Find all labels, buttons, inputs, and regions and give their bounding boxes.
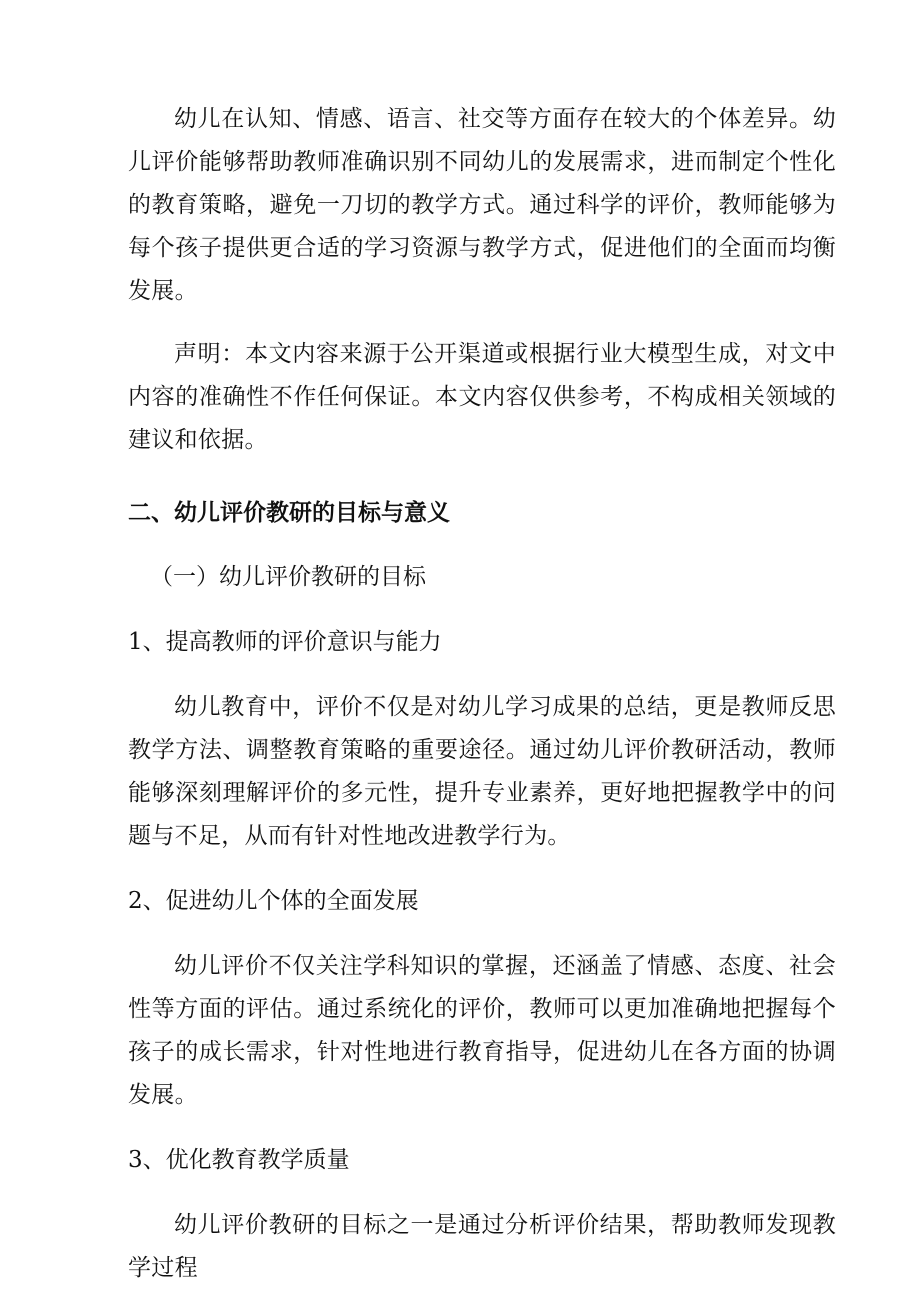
item-heading-2: 2、促进幼儿个体的全面发展 <box>128 888 419 914</box>
paragraph-teaching-quality: 幼儿评价教研的目标之一是通过分析评价结果，帮助教师发现教学过程 <box>128 1212 836 1281</box>
subsection-heading-goals: （一）幼儿评价教研的目标 <box>150 564 426 590</box>
paragraph-individual-differences: 幼儿在认知、情感、语言、社交等方面存在较大的个体差异。幼儿评价能够帮助教师准确识别不同幼儿的发展需求，进而制定个性化的教育策略，避免一刀切的教学方式。通过科学的评价，教师能够为每个孩子提供更合适的学习资源与教学方式，促进他们的全面而均衡发展。 <box>128 106 836 304</box>
item-heading-3: 3、优化教育教学质量 <box>128 1147 350 1173</box>
item-heading-1: 1、提高教师的评价意识与能力 <box>128 629 442 655</box>
paragraph-disclaimer: 声明：本文内容来源于公开渠道或根据行业大模型生成，对文中内容的准确性不作任何保证。本文内容仅供参考，不构成相关领域的建议和依据。 <box>128 341 836 453</box>
section-heading-goals-significance: 二、幼儿评价教研的目标与意义 <box>128 499 450 526</box>
paragraph-child-development: 幼儿评价不仅关注学科知识的掌握，还涵盖了情感、态度、社会性等方面的评估。通过系统化的评价，教师可以更加准确地把握每个孩子的成长需求，针对性地进行教育指导，促进幼儿在各方面的协调发展。 <box>128 953 836 1108</box>
paragraph-teacher-ability: 幼儿教育中，评价不仅是对幼儿学习成果的总结，更是教师反思教学方法、调整教育策略的重要途径。通过幼儿评价教研活动，教师能够深刻理解评价的多元性，提升专业素养，更好地把握教学中的问题与不足，从而有针对性地改进教学行为。 <box>128 694 836 849</box>
